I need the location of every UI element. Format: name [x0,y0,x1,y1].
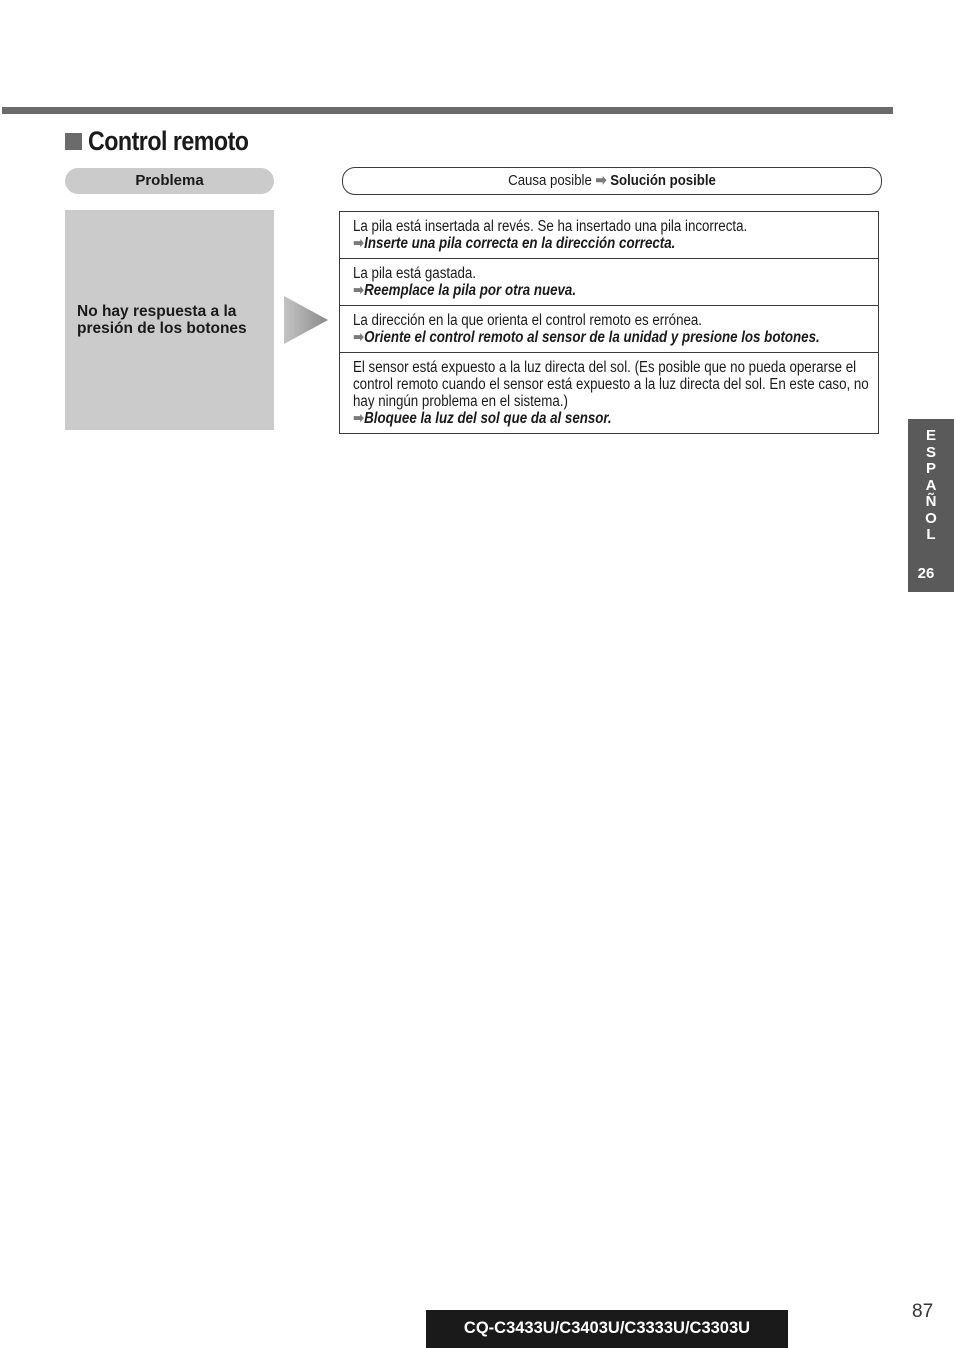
arrow-right-icon: ➡ [595,172,607,189]
fix-line [353,235,873,252]
arrow-right-icon: ➡ [353,329,365,346]
side-page-number: 26 [917,565,935,582]
language-letter: Ñ [925,493,937,510]
arrow-right-icon: ➡ [353,410,365,427]
problem-text: No hay respuesta a la presión de los botones [77,303,247,337]
language-letters [908,419,954,544]
language-letter: P [925,460,936,477]
fix-text: Bloquee la luz del sol que da al sensor. [364,410,612,427]
page-title: Control remoto [88,125,249,156]
section-title [65,124,275,158]
solution-row [340,352,878,433]
page-number: 87 [912,1301,934,1322]
language-letter: E [925,427,936,444]
square-bullet-icon [65,133,82,150]
cause-text: La dirección en la que orienta el control remoto es errónea. [353,312,703,329]
language-side-tab [908,419,954,592]
language-letter: L [926,526,936,543]
language-letter: S [925,443,936,461]
causa-solucion-header [342,167,882,195]
solucion-label: Solución posible [610,172,716,189]
solution-row [340,258,878,305]
top-rule [2,107,893,114]
fix-line [353,410,873,427]
arrow-right-icon: ➡ [353,282,365,299]
cause-text: El sensor está expuesto a la luz directa del sol. (Es posible que no pueda operarse el control remoto cuando el sensor está expuesto a la luz directa del sol. En este caso, no hay ningún problema en el sistema.) [353,359,869,410]
solution-row [340,305,878,352]
fix-text: Reemplace la pila por otra nueva. [364,282,577,299]
fix-text: Inserte una pila correcta en la dirección correcta. [364,235,676,252]
problem-box [65,210,274,430]
fix-line [353,282,873,299]
cause-text: La pila está insertada al revés. Se ha insertado una pila incorrecta. [353,218,748,235]
problema-header: Problema [65,168,274,194]
fix-text: Oriente el control remoto al sensor de la unidad y presione los botones. [364,329,820,346]
solutions-table [339,211,879,434]
causa-label: Causa posible [508,172,592,189]
model-number-box: CQ-C3433U/C3403U/C3333U/C3303U [426,1310,788,1348]
arrow-right-icon: ➡ [353,235,365,252]
cause-text: La pila está gastada. [353,265,477,282]
language-letter: A [925,476,937,494]
triangle-arrow-icon [284,296,328,344]
solution-row [340,212,878,258]
language-letter: O [925,509,937,527]
fix-line [353,329,873,346]
